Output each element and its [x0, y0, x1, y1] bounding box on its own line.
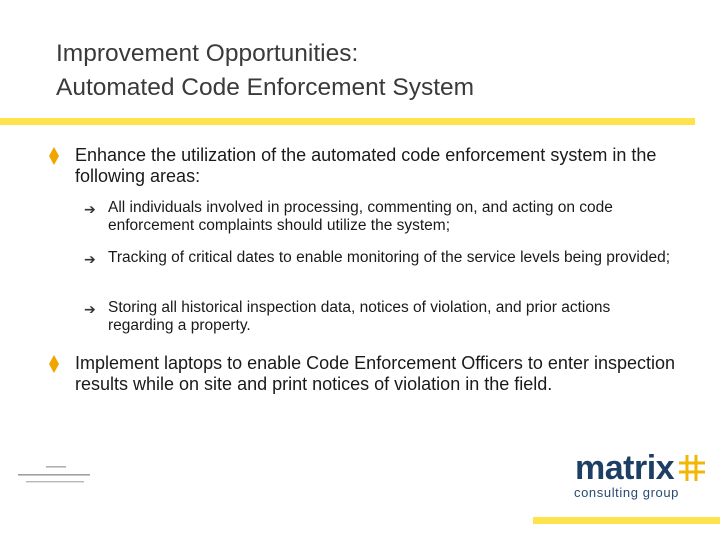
arrow-bullet-icon: ➔: [84, 201, 96, 217]
logo-wordmark: matrix: [575, 449, 675, 487]
main-bullet-1: [48, 145, 688, 187]
sub-bullet-3: [84, 299, 674, 335]
sub-bullet-2: [84, 249, 674, 267]
arrow-bullet-icon: ➔: [84, 251, 96, 267]
grid-logo-icon: [679, 455, 705, 481]
diamond-bullet-icon: [48, 147, 60, 165]
sub-bullet-1: [84, 199, 674, 235]
main-bullet-2: [48, 353, 688, 395]
matrix-consulting-logo: [563, 449, 713, 505]
slide-title-line-1: Improvement Opportunities:: [56, 40, 359, 67]
main-bullet-1-text: Enhance the utilization of the automated code enforcement system in the following areas:: [75, 145, 657, 186]
diamond-bullet-icon: [48, 355, 60, 373]
footer-accent-bar: [533, 517, 720, 524]
logo-subtitle: consulting group: [574, 485, 679, 500]
sub-bullet-2-text: Tracking of critical dates to enable monitoring of the service levels being provided;: [108, 249, 671, 266]
footnote-fine-print: [12, 464, 98, 494]
sub-bullet-1-text: All individuals involved in processing, commenting on, and acting on code enforcement complaints should utilize the system;: [108, 199, 613, 234]
main-bullet-2-text: Implement laptops to enable Code Enforcement Officers to enter inspection results while on site and print notices of violation in the field.: [75, 353, 676, 394]
title-underline-bar: [0, 118, 695, 125]
slide-title-line-2: Automated Code Enforcement System: [56, 74, 475, 101]
arrow-bullet-icon: ➔: [84, 301, 96, 317]
slide-title: [56, 37, 696, 105]
sub-bullet-3-text: Storing all historical inspection data, notices of violation, and prior actions regarding a property.: [108, 299, 611, 334]
